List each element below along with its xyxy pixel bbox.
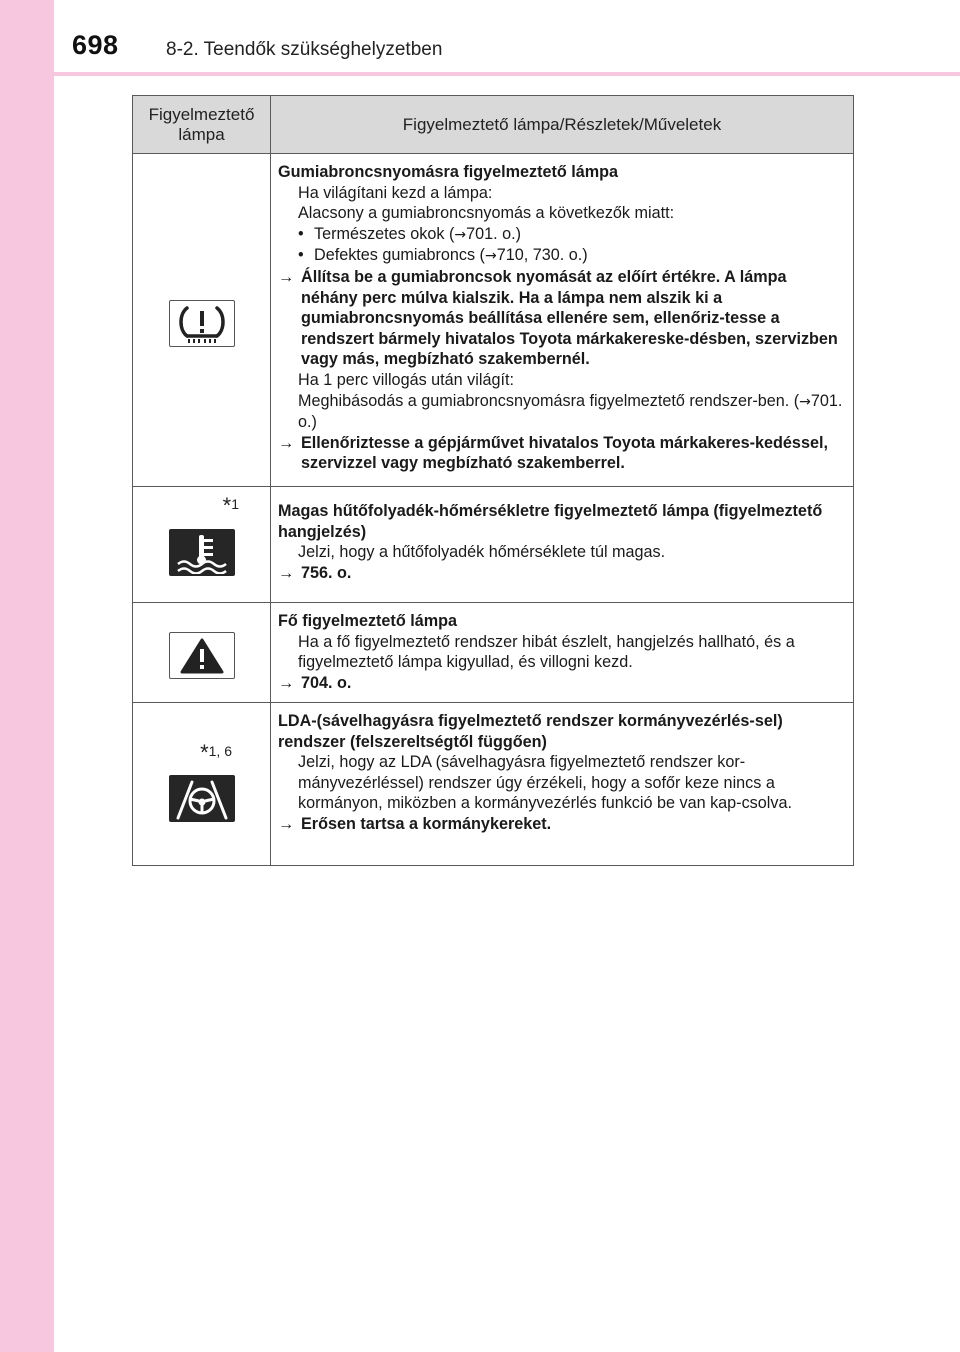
action-instruction	[278, 433, 843, 474]
footnote-mark	[223, 493, 239, 519]
action-arrow-icon: →	[278, 673, 295, 692]
bullet-item	[278, 245, 843, 267]
lamp-cell	[133, 154, 271, 487]
action-arrow-icon: →	[278, 433, 295, 452]
column-header-lamp	[133, 96, 271, 154]
lamp-cell	[133, 603, 271, 703]
lda-steering-icon	[169, 775, 235, 822]
page-ref-arrow-icon: →	[454, 226, 467, 243]
page-reference: 701. o.)	[466, 224, 521, 243]
description-cell	[271, 703, 854, 866]
page-reference: 710, 730. o.)	[496, 246, 588, 265]
footnote-star: *	[222, 493, 232, 518]
action-text: 704. o.	[301, 673, 352, 692]
table-row-master-warning	[133, 603, 854, 703]
side-color-bar	[0, 0, 54, 1352]
action-text: 756. o.	[301, 563, 352, 582]
action-arrow-icon: →	[278, 563, 295, 582]
action-instruction	[278, 563, 843, 584]
footnote-mark	[200, 740, 232, 766]
lamp-title: Magas hűtőfolyadék-hőmérsékletre figyelmeztető lámpa (figyelmeztető hangjelzés)	[278, 502, 823, 541]
header-rule	[54, 72, 960, 76]
action-text: Erősen tartsa a kormánykereket.	[301, 814, 552, 833]
lamp-title: LDA-(sávelhagyásra figyelmeztető rendszer kormányvezérlés-sel) rendszer (felszereltségtől függően)	[278, 712, 783, 751]
description-cell	[271, 603, 854, 703]
page-ref-arrow-icon: →	[799, 393, 811, 410]
column-header-details: Figyelmeztető lámpa/Részletek/Műveletek	[271, 96, 854, 154]
column-header-lamp-line1: Figyelmeztető	[148, 104, 255, 124]
bullet-item	[278, 224, 843, 246]
text-line: Ha világítani kezd a lámpa:	[298, 183, 493, 202]
description-cell	[271, 487, 854, 603]
master-warning-icon	[169, 632, 235, 679]
lamp-title: Gumiabroncsnyomásra figyelmeztető lámpa	[278, 163, 619, 181]
action-instruction	[278, 673, 843, 694]
text-line: Alacsony a gumiabroncsnyomás a következők miatt:	[298, 204, 675, 223]
text-line	[278, 391, 843, 433]
table-header-row	[133, 96, 854, 154]
lamp-cell	[133, 703, 271, 866]
page-ref-arrow-icon: →	[484, 248, 497, 265]
footnote-star: *	[200, 740, 209, 765]
page-reference: 701. o.)	[298, 391, 843, 432]
bullet-symbol: •	[298, 246, 304, 265]
action-arrow-icon: →	[278, 814, 295, 833]
warning-lamp-table	[132, 95, 854, 866]
page-number: 698	[72, 30, 119, 60]
text-line: Ha a fő figyelmeztető rendszer hibát észlelt, hangjelzés hallható, és a figyelmeztető lámpa kigyullad, és villogni kezd.	[298, 632, 795, 672]
text-span: Meghibásodás a gumiabroncsnyomásra figyelmeztető rendszer-ben. (	[298, 391, 800, 410]
description-cell	[271, 154, 854, 487]
lamp-cell	[133, 487, 271, 603]
action-text: Állítsa be a gumiabroncsok nyomását az előírt értékre. A lámpa néhány perc múlva kialszik. Ha a lámpa nem alszik ki a gumiabroncsnyomás beállítása ellenére sem, ellenőriz-tesse a rendszert bármely hivatalos Toyota márkakereske-désben, szervizben vagy más, megbízható szakembernél.	[301, 267, 838, 369]
action-text: Ellenőriztesse a gépjárművet hivatalos Toyota márkakeres-kedéssel, szervizzel vagy megbízható szakemberrel.	[301, 433, 828, 473]
chapter-title: 8-2. Teendők szükséghelyzetben	[166, 39, 443, 60]
table-row-coolant	[133, 487, 854, 603]
bullet-symbol: •	[298, 224, 304, 243]
tire-pressure-warning-icon	[169, 300, 235, 347]
text-line: Jelzi, hogy az LDA (sávelhagyásra figyelmeztető rendszer kor-mányvezérléssel) rendszer úgy érzékeli, hogy a sofőr keze nincs a kormányon, miközben a kormányvezérlés funkció be van kap-csolva.	[298, 753, 792, 813]
coolant-temperature-icon	[169, 529, 235, 576]
table-row-tire-pressure	[133, 154, 854, 487]
bullet-text: Defektes gumiabroncs (	[314, 246, 485, 265]
lamp-title: Fő figyelmeztető lámpa	[278, 612, 457, 630]
action-instruction	[278, 814, 843, 835]
bullet-text: Természetes okok (	[314, 224, 455, 243]
footnote-number: 1	[231, 496, 239, 512]
text-line: Ha 1 perc villogás után világít:	[298, 370, 514, 389]
column-header-lamp-line2: lámpa	[178, 124, 225, 144]
action-arrow-icon: →	[278, 267, 295, 286]
footnote-number: 1, 6	[208, 743, 232, 759]
table-row-lda	[133, 703, 854, 866]
text-line: Jelzi, hogy a hűtőfolyadék hőmérséklete túl magas.	[298, 543, 666, 562]
action-instruction	[278, 267, 843, 370]
